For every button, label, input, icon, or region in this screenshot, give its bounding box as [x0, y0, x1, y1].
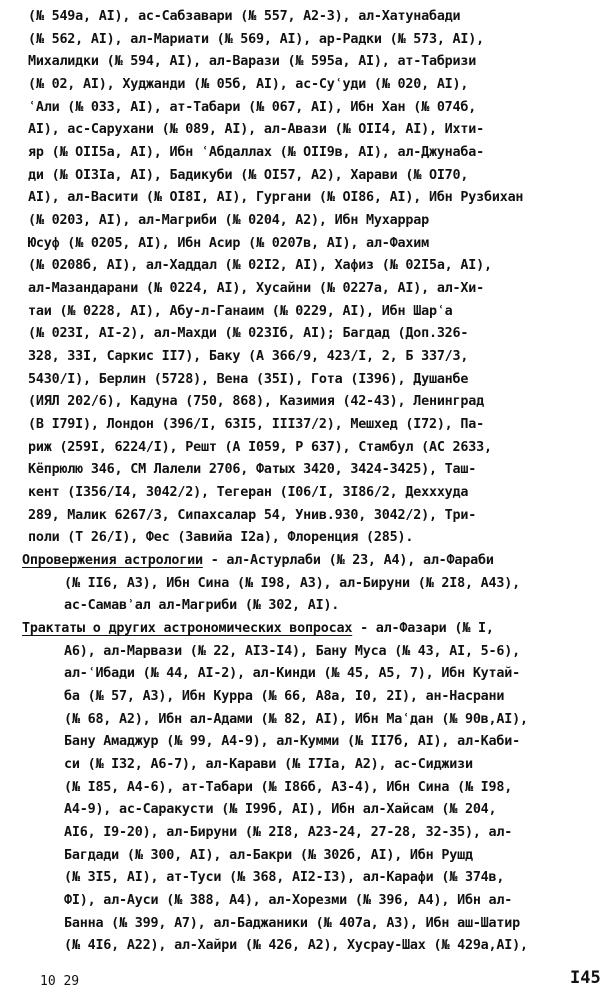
text-line: си (№ I32, А6-7), ал-Карави (№ I7Iа, A2), ас-Сиджизи: [64, 757, 473, 772]
text-line: поли (Т 26/I), Фес (Завийа I2а), Флоренция (285).: [28, 530, 414, 546]
text-line: ди (№ OI3Iа, AI), Бадикуби (№ OI57, A2), Харави (№ OI70,: [28, 167, 469, 183]
text-line: ба (№ 57, A3), Ибн Курра (№ 66, А8а, I0, 2I), ан-Насрани: [64, 689, 505, 704]
text-line: яр (№ OII5а, AI), Ибн ʿАбдаллах (№ OII9в, AI), ал-Джунаба-: [28, 145, 484, 160]
text-line: (№ 3I5, AI), ат-Туси (№ 368, AI2-I3), ал-Карафи (№ 374в,: [64, 870, 505, 886]
text-line: (№ 4I6, А22), ал-Хайри (№ 426, A2), Хусрау-Шах (№ 429а,AI),: [64, 938, 528, 954]
text-line: кент (I356/I4, 3042/2), Тегеран (I06/I, 3I86/2, Дехххуда: [28, 485, 469, 500]
text-line: ФI), ал-Ауси (№ 388, А4), ал-Хорезми (№ 396, А4), Ибн ал-: [64, 893, 513, 908]
text-line: (№ 0203, AI), ал-Магриби (№ 0204, A2), Ибн Мухаррар: [28, 213, 429, 228]
text-line: 5430/I), Берлин (5728), Вена (35I), Гота (I396), Душанбе: [28, 371, 469, 387]
section-first-line: [22, 550, 602, 573]
text-line: (№ 023I, AI-2), ал-Махди (№ 023Iб, AI); Багдад (Доп.326-: [28, 326, 469, 342]
text-line: (№ 68, A2), Ибн ал-Адами (№ 82, AI), Ибн Маʿдан (№ 90в,AI),: [64, 711, 528, 727]
text-line: (№ I85, А4-6), ат-Табари (№ I86б, A3-4), Ибн Сина (№ I98,: [64, 779, 513, 795]
text-line: A6), ал-Марвази (№ 22, AI3-I4), Бану Муса (№ 43, AI, 5-6),: [64, 643, 520, 659]
text-line: риж (259I, 6224/I), Решт (А I059, Р 637), Стамбул (АС 2633,: [28, 439, 492, 455]
text-line: Бану Амаджур (№ 99, А4-9), ал-Кумми (№ II7б, AI), ал-Каби-: [64, 734, 520, 750]
text-line: ас-Самавʾал ал-Магриби (№ 302, AI).: [64, 598, 340, 614]
text-line: (ИЯЛ 202/6), Кадуна (750, 868), Казимия (42-43), Ленинград: [28, 394, 484, 410]
text-line: А4-9), ас-Саракусти (№ I99б, AI), Ибн ал-Хайсам (№ 204,: [64, 802, 497, 818]
text-line: Михалидки (№ 594, AI), ал-Варази (№ 595а, AI), ат-Табризи: [28, 54, 477, 70]
section-first-line-rest: - ал-Фазари (№ I,: [352, 621, 494, 636]
text-line: Кёпрюлю 346, СМ Лалели 2706, Фатых 3420, 3424-3425), Таш-: [28, 462, 477, 478]
text-line: AI), ас-Сарухани (№ 089, AI), ал-Авази (№ OII4, AI), Ихти-: [28, 122, 484, 138]
text-line: 289, Малик 6267/3, Сипахсалар 54, Унив.930, 3042/2), Три-: [28, 507, 477, 523]
text-line: 328, 33I, Саркис II7), Баку (А 366/9, 423/I, 2, Б 337/3,: [28, 349, 469, 364]
page-number: I45: [570, 968, 601, 988]
text-line: (№ 549а, AI), ас-Сабзавари (№ 557, А2-3), ал-Хатунабади: [28, 9, 461, 24]
text-line: ал-Мазандарани (№ 0224, AI), Хусайни (№ 0227а, AI), ал-Хи-: [28, 281, 484, 296]
text-line: ал-ʿИбади (№ 44, AI-2), ал-Кинди (№ 45, А5, 7), Ибн Кутай-: [64, 666, 520, 682]
section-heading: Трактаты о других астрономических вопросах: [22, 621, 353, 636]
text-line: (№ II6, A3), Ибн Сина (№ I98, A3), ал-Бируни (№ 2I8, A43),: [64, 575, 520, 591]
section-heading: Опровержения астрологии: [22, 553, 203, 568]
text-line: (№ 0208б, AI), ал-Хаддал (№ 02I2, AI), Хафиз (№ 02I5а, AI),: [28, 258, 492, 274]
text-line: (№ 562, AI), ал-Мариати (№ 569, AI), ар-Радки (№ 573, AI),: [28, 31, 484, 47]
section-first-line-rest: - ал-Астурлаби (№ 23, А4), ал-Фараби: [202, 553, 494, 568]
section-first-line: [22, 618, 602, 641]
text-line: ʿАли (№ 033, AI), ат-Табари (№ 067, AI), Ибн Хан (№ 074б,: [28, 99, 477, 115]
text-line: AI6, I9-20), ал-Бируни (№ 2I8, А23-24, 27-28, 32-35), ал-: [64, 825, 513, 840]
text-line: (В I79I), Лондон (396/I, 63I5, III37/2), Мешхед (I72), Па-: [28, 417, 484, 432]
text-line: AI), ал-Васити (№ OI8I, AI), Гургани (№ OI86, AI), Ибн Рузбихан: [28, 190, 524, 206]
footer-signature: 10 29: [40, 974, 80, 989]
text-line: Банна (№ 399, А7), ал-Баджаники (№ 407а, A3), Ибн аш-Шатир: [64, 915, 520, 931]
text-line: (№ 02, AI), Худжанди (№ 05б, AI), ас-Суʿуди (№ 020, AI),: [28, 77, 469, 92]
text-line: Юсуф (№ 0205, AI), Ибн Асир (№ 0207в, AI), ал-Фахим: [28, 235, 429, 251]
text-line: Багдади (№ 300, AI), ал-Бакри (№ 302б, AI), Ибн Рушд: [64, 847, 473, 863]
text-line: таи (№ 0228, AI), Абу-л-Ганаим (№ 0229, AI), Ибн Шарʿа: [28, 303, 453, 319]
